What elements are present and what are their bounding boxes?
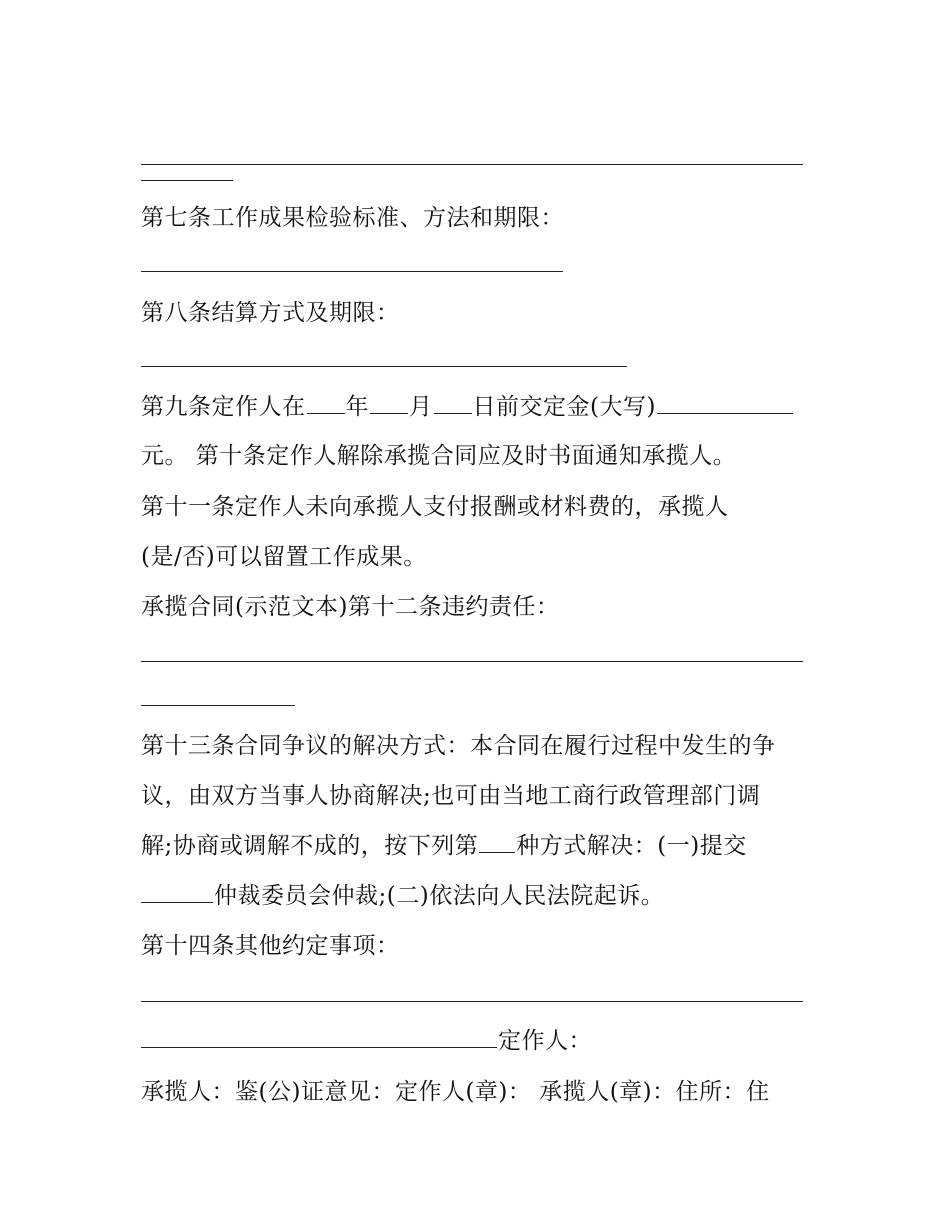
clause-9-text-a: 第九条定作人在 — [141, 394, 306, 420]
clause-9-text-d: 日前交定金(大写) — [472, 394, 656, 420]
blank-rule — [141, 705, 295, 706]
clause-14-title: 第十四条其他约定事项： — [141, 933, 400, 959]
blank-rule — [141, 1001, 803, 1002]
method-number-blank — [479, 832, 515, 853]
clause-13-line-4 — [141, 881, 664, 911]
orderer-label: 定作人： — [498, 1028, 592, 1054]
clause-12-title: 承揽合同(示范文本)第十二条违约责任： — [141, 594, 560, 620]
clause-11-line-1: 第十一条定作人未向承揽人支付报酬或材料费的，承揽人 — [141, 494, 729, 520]
signature-line-2: 承揽人：鉴(公)证意见：定作人(章)： 承揽人(章)：住所：住 — [141, 1079, 770, 1105]
year-blank — [307, 393, 345, 414]
blank-rule — [141, 164, 803, 165]
clause-13-text-a: 解;协商或调解不成的，按下列第 — [141, 833, 479, 859]
clause-9-text-b: 年 — [345, 394, 369, 420]
blank-rule — [141, 366, 627, 367]
clause-10-line: 元。 第十条定作人解除承揽合同应及时书面通知承揽人。 — [141, 443, 737, 469]
blank-rule — [141, 661, 803, 662]
clause-13-line-1: 第十三条合同争议的解决方式：本合同在履行过程中发生的争 — [141, 733, 776, 759]
other-terms-blank — [141, 1027, 497, 1048]
blank-rule — [141, 271, 563, 272]
clause-13-line-3 — [141, 831, 747, 861]
clause-13-line-2: 议，由双方当事人协商解决;也可由当地工商行政管理部门调 — [141, 783, 761, 809]
arbitration-body-blank — [141, 882, 213, 903]
blank-rule — [141, 180, 233, 181]
signature-line-1 — [141, 1026, 592, 1056]
clause-7-title: 第七条工作成果检验标准、方法和期限： — [141, 205, 564, 231]
month-blank — [370, 393, 408, 414]
clause-13-text-b: 种方式解决：(一)提交 — [516, 833, 747, 859]
clause-9-text-c: 月 — [409, 394, 433, 420]
clause-9-line — [141, 392, 794, 422]
clause-8-title: 第八条结算方式及期限： — [141, 300, 400, 326]
clause-11-line-2: (是/否)可以留置工作成果。 — [141, 544, 427, 570]
clause-13-text-c: 仲裁委员会仲裁;(二)依法向人民法院起诉。 — [214, 883, 665, 909]
day-blank — [434, 393, 472, 414]
deposit-amount-blank — [657, 393, 793, 414]
